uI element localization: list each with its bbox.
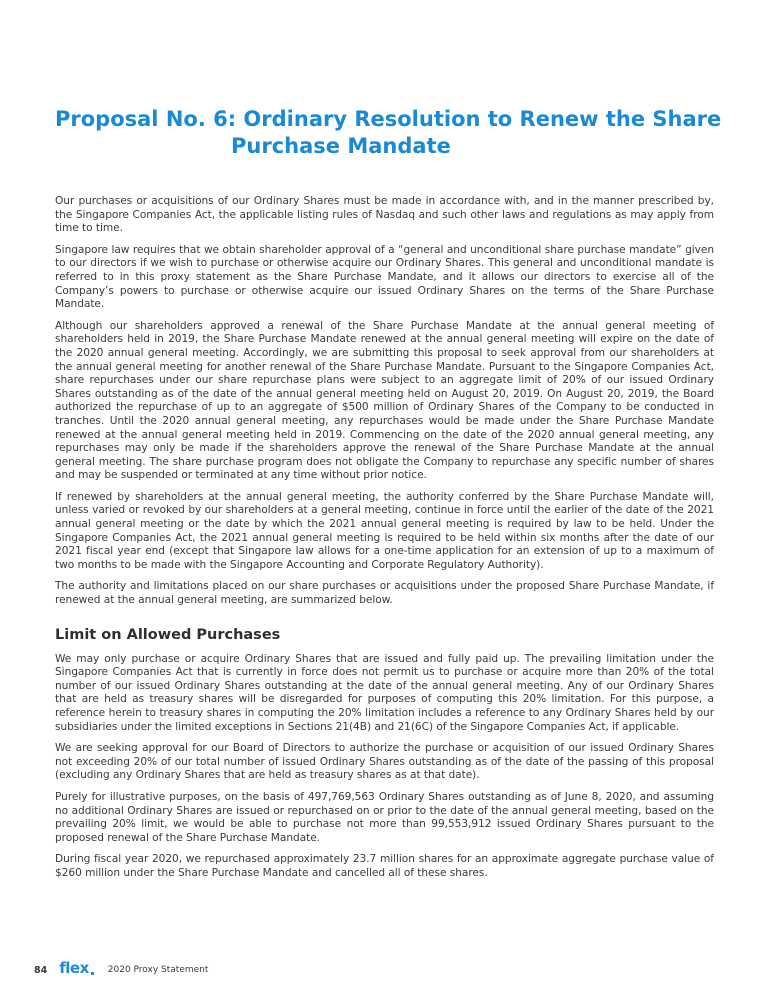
document-body [55, 195, 714, 889]
intro-paragraph: Our purchases or acquisitions of our Ordinary Shares must be made in accordance with, and in the manner prescribed by, the Singapore Companies Act, the applicable listing rules of Nasdaq and such other laws and regulations as may apply from time to time. [55, 195, 714, 235]
section-paragraph: During fiscal year 2020, we repurchased approximately 23.7 million shares for an approximate aggregate purchase value of $260 million under the Share Purchase Mandate and cancelled all of these shares. [55, 853, 714, 879]
intro-paragraph: Although our shareholders approved a renewal of the Share Purchase Mandate at the annual general meeting of shareholders held in 2019, the Share Purchase Mandate renewed at the annual general meeting will expire on the date of the 2020 annual general meeting. Accordingly, we are submitting this proposal to seek approval from our shareholders at the annual general meeting for another renewal of the Share Purchase Mandate. Pursuant to the Singapore Companies Act, share repurchases under our share repurchase plans were subject to an aggregate limit of 20% of our issued Ordinary Shares outstanding as of the date of the annual general meeting held on August 20, 2019. On August 20, 2019, the Board authorized the repurchase of up to an aggregate of $500 million of Ordinary Shares of the Company to be conducted in tranches. Until the 2020 annual general meeting, any repurchases would be made under the Share Purchase Mandate renewed at the annual general meeting held in 2019. Commencing on the date of the 2020 annual general meeting, any repurchases may only be made if the shareholders approve the renewal of the Share Purchase Mandate at the annual general meeting. The share purchase program does not obligate the Company to repurchase any specific number of shares and may be suspended or terminated at any time without prior notice. [55, 319, 714, 482]
page-title-line-1: Proposal No. 6: Ordinary Resolution to Renew the Share [55, 107, 722, 131]
section-paragraph: We may only purchase or acquire Ordinary Shares that are issued and fully paid up. The prevailing limitation under the Singapore Companies Act that is currently in force does not permit us to purchase or acquire more than 20% of the total number of our issued Ordinary Shares outstanding at the date of the annual general meeting. Any of our Ordinary Shares that are held as treasury shares will be disregarded for purposes of computing this 20% limitation. For this purpose, a reference herein to treasury shares in computing the 20% limitation includes a reference to any Ordinary Shares held by our subsidiaries under the limited exceptions in Sections 21(4B) and 21(6C) of the Singapore Companies Act, if applicable. [55, 652, 714, 733]
intro-paragraph: Singapore law requires that we obtain shareholder approval of a “general and unconditional share purchase mandate” given to our directors if we wish to purchase or otherwise acquire our Ordinary Shares. This general and unconditional mandate is referred to in this proxy statement as the Share Purchase Mandate, and it allows our directors to exercise all of the Company’s powers to purchase or otherwise acquire our issued Ordinary Shares on the terms of the Share Purchase Mandate. [55, 243, 714, 311]
page-footer [34, 959, 209, 978]
section-paragraph: Purely for illustrative purposes, on the basis of 497,769,563 Ordinary Shares outstanding as of June 8, 2020, and assuming no additional Ordinary Shares are issued or repurchased on or prior to the date of the annual general meeting, based on the prevailing 20% limit, we would be able to purchase not more than 99,553,912 issued Ordinary Shares pursuant to the proposed renewal of the Share Purchase Mandate. [55, 790, 714, 844]
section-paragraph: We are seeking approval for our Board of Directors to authorize the purchase or acquisition of our issued Ordinary Shares not exceeding 20% of our total number of issued Ordinary Shares outstanding as of the date of the passing of this proposal (excluding any Ordinary Shares that are held as treasury shares as at that date). [55, 742, 714, 782]
document-title: 2020 Proxy Statement [107, 965, 209, 975]
page-title [55, 106, 722, 160]
logo-dot-icon [91, 972, 94, 975]
page-title-line-2: Purchase Mandate [231, 134, 451, 158]
page-number: 84 [34, 964, 48, 976]
intro-paragraph: The authority and limitations placed on our share purchases or acquisitions under the proposed Share Purchase Mandate, if renewed at the annual general meeting, are summarized below. [55, 580, 714, 607]
flex-logo: flex [59, 959, 89, 977]
intro-paragraph: If renewed by shareholders at the annual general meeting, the authority conferred by the Share Purchase Mandate will, unless varied or revoked by our shareholders at a general meeting, continue in force until the earlier of the date of the 2021 annual general meeting or the date by which the 2021 annual general meeting is required by law to be held. Under the Singapore Companies Act, the 2021 annual general meeting is required to be held within six months after the date of our 2021 fiscal year end (except that Singapore law allows for a one-time application for an extension of up to a maximum of two months to be made with the Singapore Accounting and Corporate Regulatory Authority). [55, 490, 714, 571]
section-heading: Limit on Allowed Purchases [55, 626, 281, 643]
